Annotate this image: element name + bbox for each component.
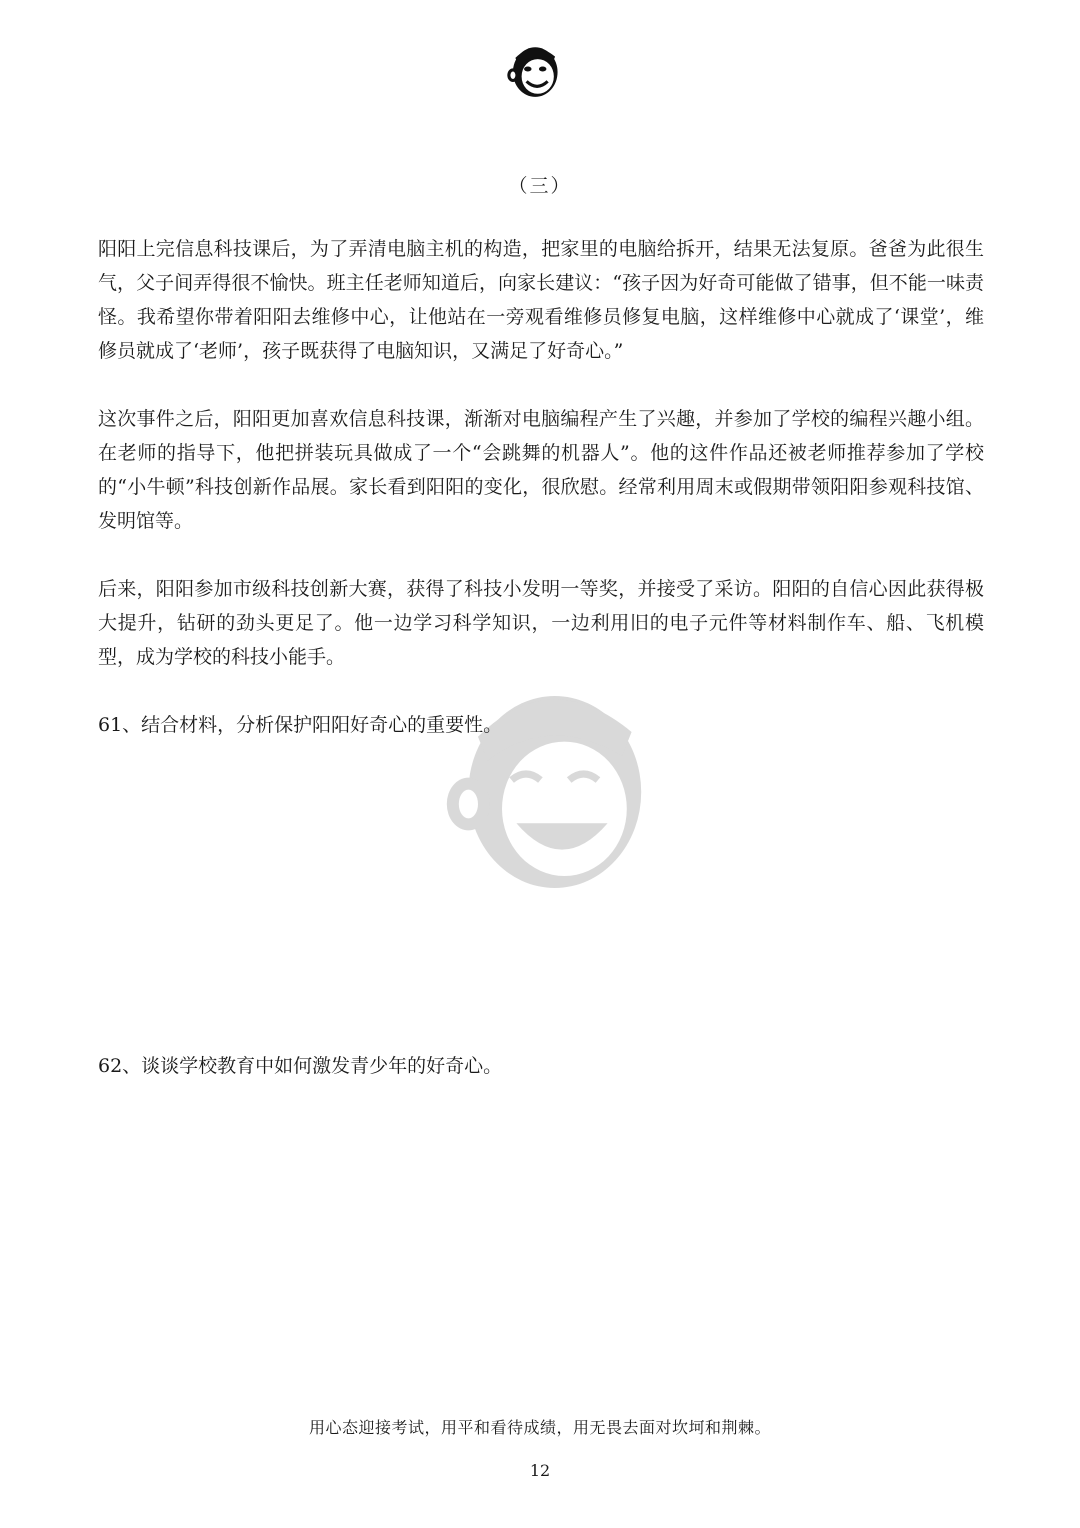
question-61: 61、结合材料，分析保护阳阳好奇心的重要性。 — [98, 714, 503, 736]
monkey-watermark-icon — [430, 660, 670, 900]
paragraph-2: 这次事件之后，阳阳更加喜欢信息科技课，渐渐对电脑编程产生了兴趣，并参加了学校的编程兴趣小组。在老师的指导下，他把拼装玩具做成了一个“会跳舞的机器人”。他的这件作品还被老师推荐参加了学校的“小牛顿”科技创新作品展。家长看到阳阳的变化，很欣慰。经常利用周末或假期带领阳阳参观科技馆、发明馆等。 — [98, 408, 984, 532]
question-62: 62、谈谈学校教育中如何激发青少年的好奇心。 — [98, 1055, 503, 1077]
paragraph-3: 后来，阳阳参加市级科技创新大赛，获得了科技小发明一等奖，并接受了采访。阳阳的自信心因此获得极大提升，钻研的劲头更足了。他一边学习科学知识，一边利用旧的电子元件等材料制作车、船、飞机模型，成为学校的科技小能手。 — [98, 578, 984, 668]
section-heading: （三） — [508, 175, 572, 197]
monkey-logo-icon — [503, 38, 565, 100]
page-number: 12 — [529, 1461, 551, 1480]
footer-motto: 用心态迎接考试，用平和看待成绩，用无畏去面对坎坷和荆棘。 — [308, 1418, 771, 1437]
paragraph-1: 阳阳上完信息科技课后，为了弄清电脑主机的构造，把家里的电脑给拆开，结果无法复原。爸爸为此很生气，父子间弄得很不愉快。班主任老师知道后，向家长建议：“孩子因为好奇可能做了错事，但不能一味责怪。我希望你带着阳阳去维修中心，让他站在一旁观看维修员修复电脑，这样维修中心就成了‘课堂’，维修员就成了‘老师’，孩子既获得了电脑知识，又满足了好奇心。” — [98, 238, 984, 362]
